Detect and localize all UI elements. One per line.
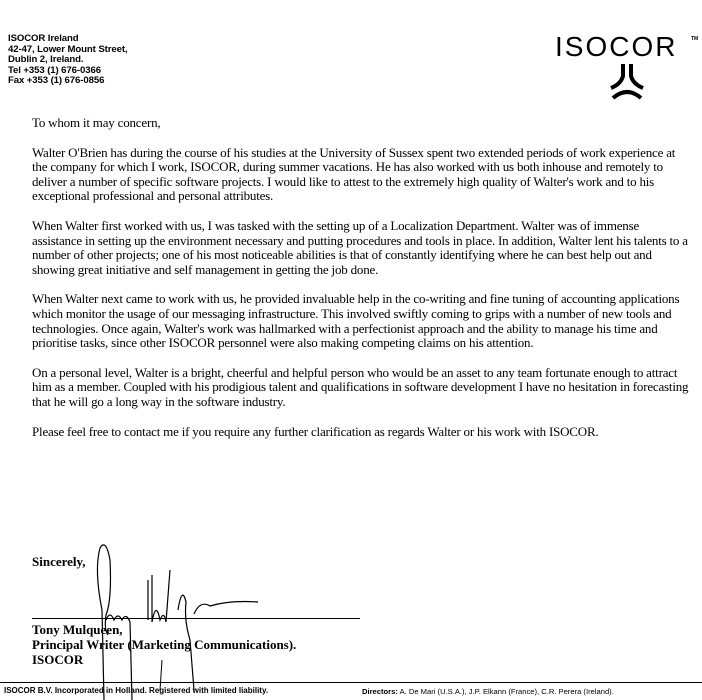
signer-title: Principal Writer (Marketing Communications).	[32, 637, 297, 652]
letterhead-address	[8, 34, 127, 87]
address-city: Dublin 2, Ireland.	[8, 54, 84, 65]
signature-line	[32, 618, 360, 619]
isocor-logo-mark-icon	[607, 62, 647, 102]
paragraph-contact: Please feel free to contact me if you require any further clarification as regards Walter or his work with ISOCOR.	[32, 423, 599, 439]
footer-directors	[362, 687, 614, 696]
letter-body	[32, 116, 692, 439]
footer-registration: ISOCOR B.V. Incorporated in Holland. Registered with limited liability.	[4, 686, 269, 695]
closing: Sincerely,	[32, 554, 86, 569]
address-street: 42-47, Lower Mount Street,	[8, 43, 128, 55]
address-fax: Fax +353 (1) 676-0856	[8, 75, 105, 86]
isocor-logo	[555, 31, 699, 102]
handwritten-signature	[90, 540, 270, 700]
address-company: ISOCOR Ireland	[8, 33, 79, 44]
paragraph-accounting: When Walter next came to work with us, he provided invaluable help in the co-writing and fine tuning of accounting applications which monitor the usage of our messaging infrastructure. This involved swiftly coming to grips with a number of new tools and technologies. Once again, Walter's work was hallmarked with a perfectionist approach and the ability to manage his time and prioritise tasks, since other ISOCOR personnel were also making competing claims on his attention.	[32, 291, 680, 351]
address-tel: Tel +353 (1) 676-0366	[8, 64, 101, 76]
salutation: To whom it may concern,	[32, 115, 161, 130]
paragraph-localization: When Walter first worked with us, I was tasked with the setting up of a Localization Department. Walter was of immense assistance in setting up the environment necessary and putting procedures and tools in place. In addition, Walter lent his talents to a number of other projects; one of his most noticeable abilities is that of constantly identifying where he can best help out and showing great initiative and self management in getting the job done.	[32, 217, 688, 277]
signer-company: ISOCOR	[32, 652, 84, 667]
logo-wordmark: ISOCOR	[555, 31, 678, 62]
paragraph-personal: On a personal level, Walter is a bright, cheerful and helpful person who would be an asset to any team fortunate enough to attract him as a member. Coupled with his prodigious talent and qualifications in software development I have no hesitation in forecasting that he will go a long way in the software industry.	[32, 364, 689, 409]
signer-block	[32, 622, 296, 667]
footer-directors-names: A. De Mari (U.S.A.), J.P. Elkann (France), C.R. Perera (Ireland).	[399, 687, 614, 696]
footer-directors-label: Directors:	[362, 687, 398, 696]
logo-trademark: TM	[691, 36, 699, 42]
paragraph-intro: Walter O'Brien has during the course of his studies at the University of Sussex spent two extended periods of work experience at the company for which I work, ISOCOR, during summer vacations. He has also worked with us both inhouse and remotely to deliver a number of specific software projects. I would like to attest to the extremely high quality of Walter's work and to his exceptional professional and personal attributes.	[32, 144, 676, 204]
signer-name: Tony Mulqueen,	[32, 622, 123, 637]
footer-divider	[0, 682, 702, 683]
